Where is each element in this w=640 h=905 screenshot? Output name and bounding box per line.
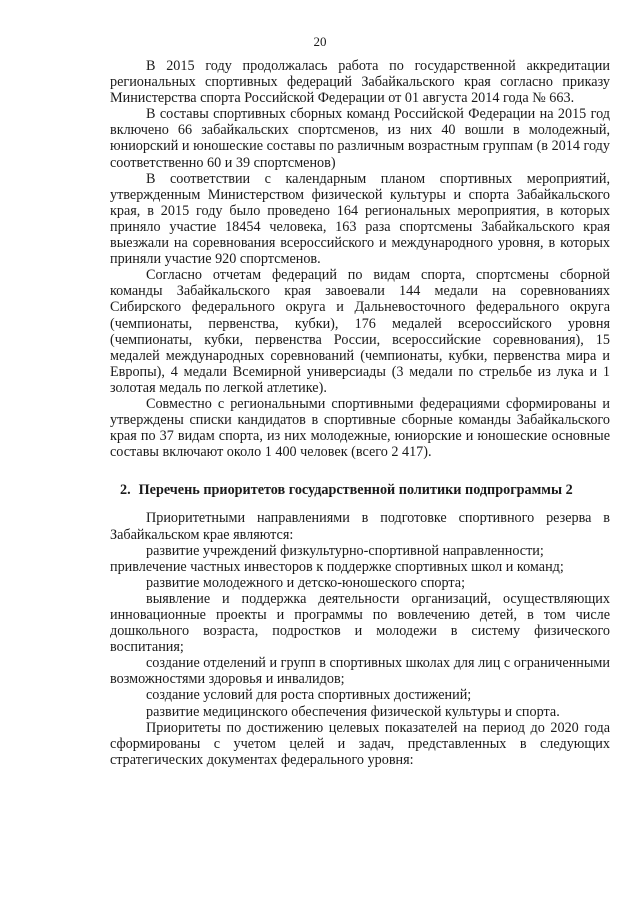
priorities-intro: Приоритетными направлениями в подготовке спортивного резерва в Забайкальском крае являются: [110, 510, 610, 543]
document-body [110, 58, 610, 768]
priority-item: развитие молодежного и детско-юношеского спорта; [146, 574, 466, 591]
paragraph-medals: Согласно отчетам федераций по видам спорта, спортсмены сборной команды Забайкальского края завоевали 144 медали на соревнованиях Сибирского федерального округа и Дальневосточного федерального округа (чемпионаты, первенства, кубки), 176 медалей всероссийского уровня (чемпионаты, кубки, первенства России, всероссийские соревнования), 15 медалей международных соревнований (чемпионаты, кубки, первенства мира и Европы), 4 медали Всемирной универсиады (3 медали по стрельбе из лука и 1 золотая медаль по легкой атлетике). [110, 267, 610, 396]
priority-item: создание условий для роста спортивных достижений; [146, 687, 472, 704]
closing-paragraph: Приоритеты по достижению целевых показателей на период до 2020 года сформированы с учетом целей и задач, представленных в следующих стратегических документах федерального уровня: [110, 719, 610, 768]
page-number: 20 [313, 34, 327, 49]
paragraph-national-teams: В составы спортивных сборных команд Российской Федерации на 2015 год включено 66 забайкальских спортсменов, из них 40 вошли в молодежный, юниорский и юношеские составы по различным возрастным группам (в 2014 году соответственно 60 и 39 спортсменов) [110, 106, 610, 171]
section-number: 2. [120, 482, 131, 499]
priority-item: создание отделений и групп в спортивных школах для лиц с ограниченными возможностями здоровья и инвалидов; [110, 655, 610, 688]
section-heading [110, 482, 610, 498]
paragraph-accreditation: В 2015 году продолжалась работа по государственной аккредитации региональных спортивных федераций Забайкальского края согласно приказу Министерства спорта Российской Федерации от 01 августа 2014 года № 663. [110, 58, 610, 107]
priority-item: развитие медицинского обеспечения физической культуры и спорта. [146, 703, 560, 720]
paragraph-calendar-plan: В соответствии с календарным планом спортивных мероприятий, утвержденным Министерством физической культуры и спорта Забайкальского края, в 2015 году было проведено 164 региональных мероприятия, в которых приняло участие 18454 человека, 163 раза спортсмены Забайкальского края выезжали на соревнования всероссийского и международного уровня, в которых приняли участие 920 спортсменов. [110, 170, 610, 268]
priority-item: выявление и поддержка деятельности организаций, осуществляющих инновационные проекты и программы по вовлечению детей, в том числе дошкольного возраста, подростков и молодежи в систему физического воспитания; [110, 590, 610, 656]
priority-item: развитие учреждений физкультурно-спортивной направленности; [146, 542, 544, 559]
section-title: Перечень приоритетов государственной политики подпрограммы 2 [138, 482, 573, 499]
priority-item: привлечение частных инвесторов к поддержке спортивных школ и команд; [110, 558, 564, 575]
paragraph-candidate-lists: Совместно с региональными спортивными федерациями сформированы и утверждены списки кандидатов в спортивные сборные команды Забайкальского края по 37 видам спорта, из них молодежные, юниорские и юношеские основные составы включают около 1 400 человек (всего 2 417). [110, 395, 610, 461]
